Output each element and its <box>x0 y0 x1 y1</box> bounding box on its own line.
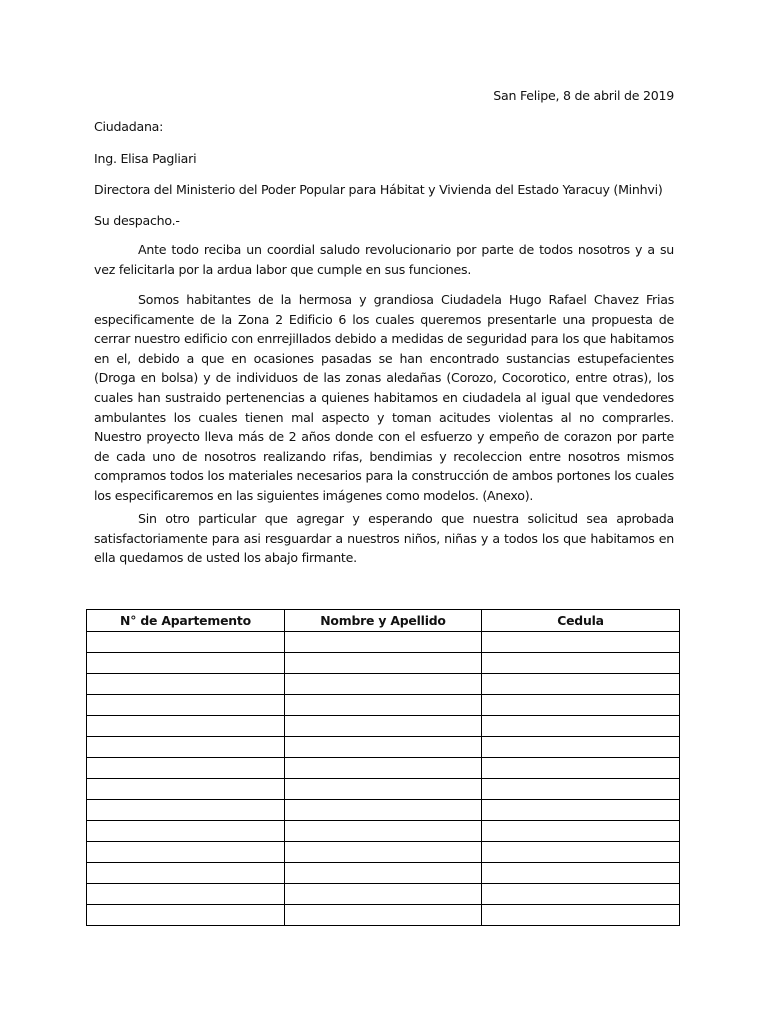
name-cell[interactable] <box>285 905 482 926</box>
table-row <box>87 905 680 926</box>
cedula-cell[interactable] <box>482 884 680 905</box>
name-cell[interactable] <box>285 674 482 695</box>
paragraph-closing: Sin otro particular que agregar y esperando que nuestra solicitud sea aprobada satisfactoriamente para asi resguardar a nuestros niños, niñas y a todos los que habitamos en ella quedamos de usted los abajo firmante. <box>94 511 674 566</box>
recipient-title: Directora del Ministerio del Poder Popular para Hábitat y Vivienda del Estado Yaracuy (Minhvi) <box>94 182 663 197</box>
name-cell[interactable] <box>285 632 482 653</box>
name-cell[interactable] <box>285 884 482 905</box>
signature-table-body <box>87 632 680 926</box>
column-header-cedula: Cedula <box>482 610 680 632</box>
column-header-apartment: N° de Apartemento <box>87 610 285 632</box>
table-row <box>87 674 680 695</box>
cedula-cell[interactable] <box>482 716 680 737</box>
apartment-cell[interactable] <box>87 842 285 863</box>
table-row <box>87 716 680 737</box>
paragraph-proposal: Somos habitantes de la hermosa y grandiosa Ciudadela Hugo Rafael Chavez Frias especificamente de la Zona 2 Edificio 6 los cuales queremos presentarle una propuesta de cerrar nuestro edificio con enrrejillados debido a medidas de seguridad para los que habitamos en el, debido a que en ocasiones pasadas se han encontrado sustancias estupefacientes (Droga en bolsa) y de individuos de las zonas aledañas (Corozo, Cocorotico, entre otras), los cuales han sustraido pertenencias a quienes habitamos en ciudadela al igual que vendedores ambulantes los cuales tienen mal aspecto y toman acitudes violentas al no comprarles. Nuestro proyecto lleva más de 2 años donde con el esfuerzo y empeño de corazon por parte de cada uno de nosotros realizando rifas, bendimias y recoleccion entre nosotros mismos compramos todos los materiales necesarios para la construcción de ambos portones los cuales los especificaremos en las siguientes imágenes como modelos. (Anexo). <box>94 292 674 503</box>
cedula-cell[interactable] <box>482 674 680 695</box>
apartment-cell[interactable] <box>87 779 285 800</box>
apartment-cell[interactable] <box>87 863 285 884</box>
salutation: Ciudadana: <box>94 119 164 134</box>
table-row <box>87 779 680 800</box>
name-cell[interactable] <box>285 653 482 674</box>
table-row <box>87 884 680 905</box>
apartment-cell[interactable] <box>87 884 285 905</box>
table-row <box>87 842 680 863</box>
apartment-cell[interactable] <box>87 632 285 653</box>
table-row <box>87 800 680 821</box>
apartment-cell[interactable] <box>87 653 285 674</box>
apartment-cell[interactable] <box>87 716 285 737</box>
apartment-cell[interactable] <box>87 905 285 926</box>
table-row <box>87 758 680 779</box>
cedula-cell[interactable] <box>482 842 680 863</box>
cedula-cell[interactable] <box>482 863 680 884</box>
apartment-cell[interactable] <box>87 800 285 821</box>
name-cell[interactable] <box>285 695 482 716</box>
apartment-cell[interactable] <box>87 737 285 758</box>
cedula-cell[interactable] <box>482 632 680 653</box>
despacho-line: Su despacho.- <box>94 213 180 228</box>
name-cell[interactable] <box>285 821 482 842</box>
cedula-cell[interactable] <box>482 800 680 821</box>
cedula-cell[interactable] <box>482 779 680 800</box>
table-row <box>87 653 680 674</box>
table-row <box>87 821 680 842</box>
table-header-row <box>87 610 680 632</box>
name-cell[interactable] <box>285 758 482 779</box>
name-cell[interactable] <box>285 842 482 863</box>
cedula-cell[interactable] <box>482 905 680 926</box>
apartment-cell[interactable] <box>87 821 285 842</box>
signature-table <box>86 609 680 926</box>
cedula-cell[interactable] <box>482 758 680 779</box>
cedula-cell[interactable] <box>482 737 680 758</box>
table-row <box>87 695 680 716</box>
paragraph-greeting: Ante todo reciba un coordial saludo revolucionario por parte de todos nosotros y a su vez felicitarla por la ardua labor que cumple en sus funciones. <box>94 242 674 277</box>
table-row <box>87 863 680 884</box>
table-row <box>87 632 680 653</box>
apartment-cell[interactable] <box>87 674 285 695</box>
table-row <box>87 737 680 758</box>
column-header-name: Nombre y Apellido <box>285 610 482 632</box>
name-cell[interactable] <box>285 716 482 737</box>
cedula-cell[interactable] <box>482 821 680 842</box>
cedula-cell[interactable] <box>482 653 680 674</box>
recipient-name: Ing. Elisa Pagliari <box>94 151 197 166</box>
apartment-cell[interactable] <box>87 758 285 779</box>
date-line: San Felipe, 8 de abril de 2019 <box>493 88 674 103</box>
name-cell[interactable] <box>285 800 482 821</box>
cedula-cell[interactable] <box>482 695 680 716</box>
name-cell[interactable] <box>285 779 482 800</box>
name-cell[interactable] <box>285 863 482 884</box>
name-cell[interactable] <box>285 737 482 758</box>
apartment-cell[interactable] <box>87 695 285 716</box>
